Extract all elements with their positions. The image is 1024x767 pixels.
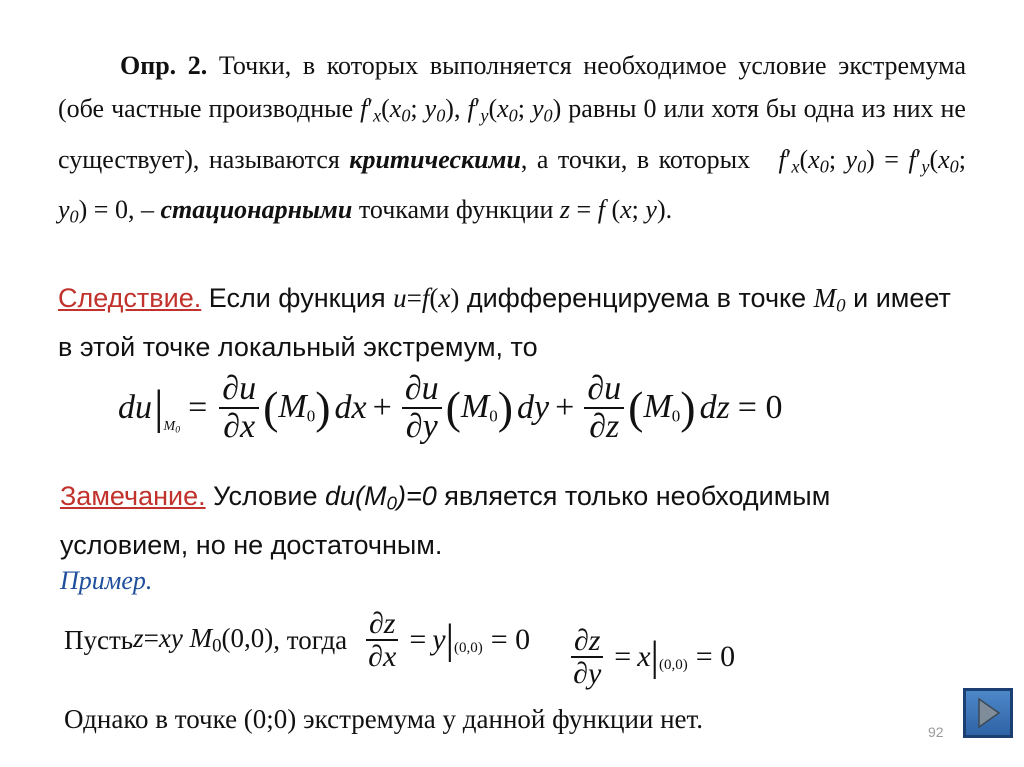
remark-label: Замечание.	[60, 481, 206, 511]
example-line	[64, 598, 904, 690]
stationary-equation: $f'_x(x_0$; $y_0) = f'_y(x_0$; $y_0) = 0$,	[58, 144, 966, 227]
definition-text-4: точками функции	[352, 195, 560, 225]
definition-text-3: , а точки, в которых	[520, 144, 760, 174]
partial-z-y: $\frac{\partial z}{\partial y}$ = x | (0,0) = 0	[566, 625, 735, 690]
definition-dash: –	[134, 195, 161, 225]
remark-condition: $du(M_0)=0$	[324, 481, 437, 515]
play-next-icon	[966, 691, 1010, 735]
example-text-2: , тогда	[273, 624, 348, 655]
definition-block	[58, 44, 966, 239]
corollary-block	[58, 278, 963, 367]
corollary-point: $M_0$	[813, 283, 846, 317]
remark-text-2: является только необходимым условием, но не достаточным.	[60, 481, 831, 560]
remark-text-1: Условие	[205, 481, 325, 511]
differential-formula: du | $M_0$ = $\frac{\partial u}{\partial x}$ ( $M_0$ ) dx + $\frac{\partial u}{\partial y}$ ( $M_0$ ) dy + $\frac{\partial u}{\partial z}$ ( $M_0$ ) dz = 0	[118, 369, 783, 445]
definition-text-2: равны 0 или хотя бы одна из них не существует), называются	[58, 94, 966, 174]
corollary-function: u=f(x)	[393, 283, 460, 313]
remark-block	[60, 476, 960, 565]
corollary-text-2: дифференцируема в точке	[459, 283, 814, 313]
example-function: z=xy $M_0(0,0)$	[133, 622, 274, 657]
stationary-term: стационарными	[160, 195, 353, 225]
corollary-label: Следствие.	[58, 283, 202, 313]
corollary-text-1: Если функция	[201, 283, 394, 313]
partial-derivatives: $f'_x(x_0$; $y_0$), $f'_y(x_0$; $y_0$)	[360, 94, 562, 126]
corollary-text-3: и имеет в этой точке локальный экстремум, то	[58, 283, 951, 362]
page-number: 92	[928, 724, 944, 740]
critical-term: критическими	[349, 144, 521, 174]
definition-text-1: Точки, в которых выполняется необходимое условие экстремума (обе частные производные	[58, 51, 966, 123]
next-slide-button[interactable]	[963, 688, 1013, 738]
example-title: Пример.	[60, 566, 153, 595]
definition-heading: Опр. 2.	[120, 51, 208, 80]
partial-z-x: $\frac{\partial z}{\partial x}$ = y | (0,0) = 0	[361, 608, 530, 673]
conclusion-text: Однако в точке (0;0) экстремума у данной функции нет.	[64, 704, 704, 734]
example-text-1: Пусть	[64, 624, 134, 655]
function-expression: z = f (x; y).	[559, 195, 673, 225]
